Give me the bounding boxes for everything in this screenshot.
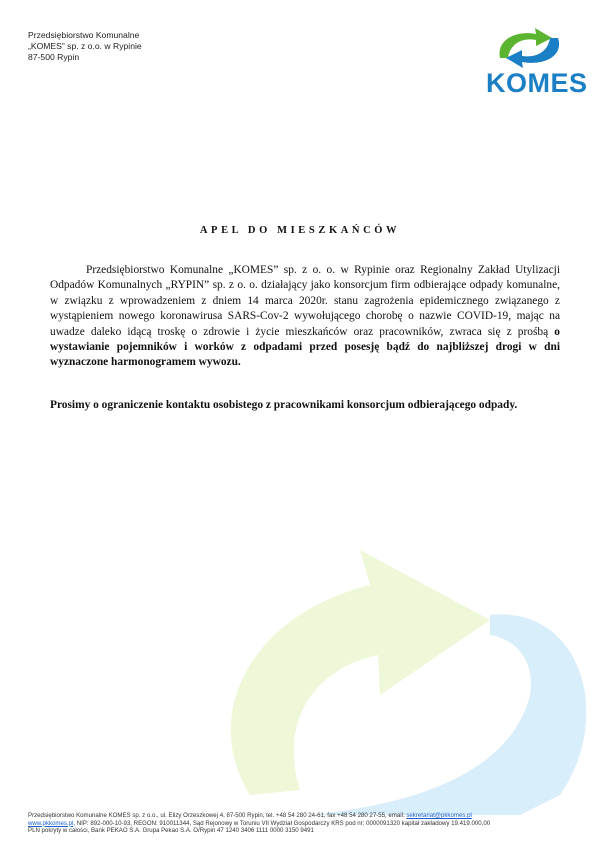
logo-wordmark: KOMES <box>486 68 588 98</box>
komes-logo <box>486 28 588 100</box>
paragraph-emphasis: o wystawianie pojemników i worków z odpadami przed posesję bądź do najbliższej drogi w dni wyznaczone harmonogramem wywozu. <box>50 325 560 369</box>
footer-registration: , NIP: 892-000-10-93, REGON: 910011344, Sąd Rejonowy w Toruniu VII Wydział Gospodarczy KRS pod nr: 0000091320 kapitał zakładowy 19.419.000,00 <box>73 819 491 827</box>
contact-request: Prosimy o ograniczenie kontaktu osobistego z pracownikami konsorcjum odbierającego odpady. <box>50 399 518 411</box>
footer-line-1 <box>28 812 588 820</box>
footer-address: Przedsiębiorstwo Komunalne KOMES sp. z o.o., ul. Elizy Orzeszkowej 4, 87-500 Rypin, tel. +48 54 280 24-61, fax +48 54 280 27-55, email: <box>28 812 407 819</box>
sender-line-1: Przedsiębiorstwo Komunalne <box>28 30 140 40</box>
appeal-body <box>50 263 560 371</box>
appeal-paragraph <box>50 263 560 371</box>
recycle-arrows-icon <box>486 28 572 68</box>
sender-line-2: „KOMES” sp. z o.o. w Rypinie <box>28 41 142 51</box>
footer-line-2 <box>28 820 588 828</box>
sender-address <box>28 30 142 63</box>
footer-email-link[interactable]: sekretariat@pkkomes.pl <box>406 812 472 819</box>
paragraph-text: Przedsiębiorstwo Komunalne „KOMES” sp. z o. o. w Rypinie oraz Regionalny Zakład Utylizacji Odpadów Komunalnych „RYPIN” sp. z o. o. działający jako konsorcjum firm odbierające odpady komunalne, w związku z wprowadzeniem z dniem 14 marca 2020r. stanu zagrożenia epidemicznego związanego z wystąpieniem nowego koronawirusa SARS-Cov-2 wywołującego chorobę o nazwie COVID-19, mając na uwadze daleko idącą troskę o zdrowie i życie mieszkańców oraz pracowników, zwraca się z prośbą <box>50 264 560 338</box>
watermark-arrows-icon <box>190 545 600 815</box>
sender-line-3: 87-500 Rypin <box>28 52 80 62</box>
document-title: APEL DO MIESZKAŃCÓW <box>199 225 401 236</box>
footer-website-link[interactable]: www.pkkomes.pl <box>28 819 74 827</box>
footer-line-3: PLN pokryty w całości, Bank PEKAO S.A. Grupa Pekao S.A. O/Rypin 47 1240 3406 1111 0000 3150 9491 <box>28 827 314 835</box>
company-footer <box>28 812 588 835</box>
